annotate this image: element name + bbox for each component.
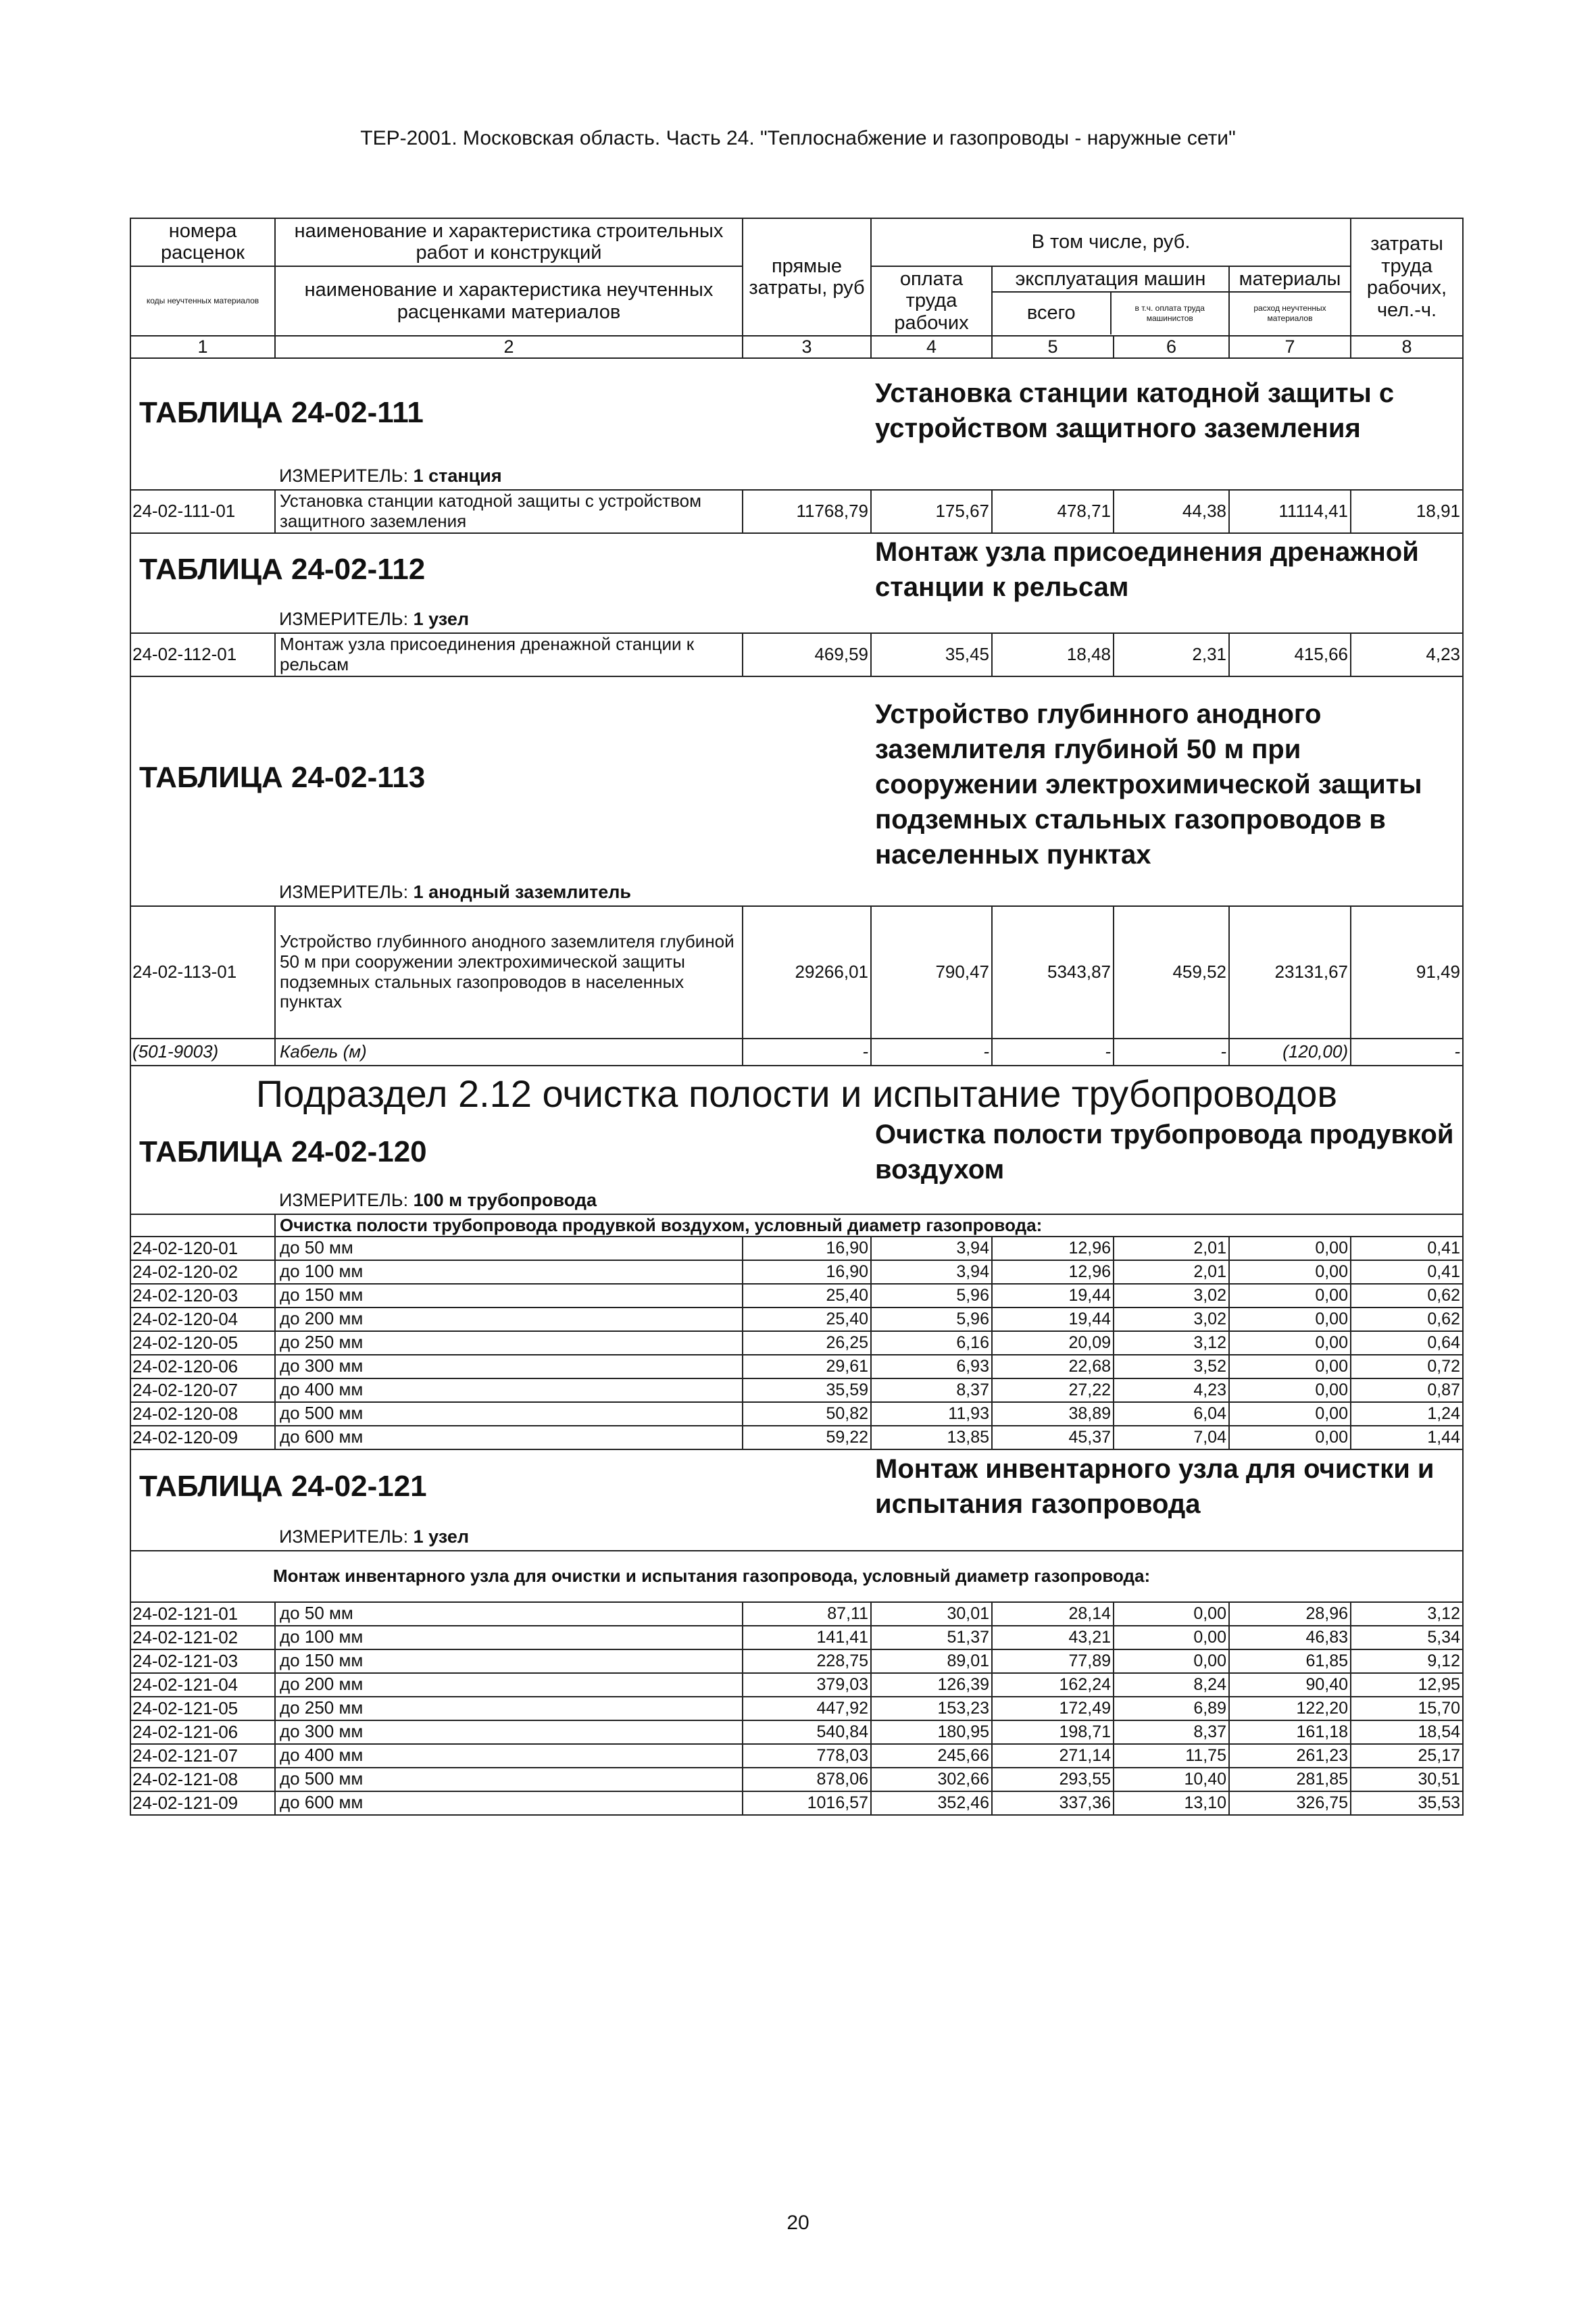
rate-description: до 250 мм	[275, 1331, 743, 1355]
table-24-02-121-rows	[130, 1602, 1463, 1815]
value-machinists: 4,23	[1114, 1378, 1229, 1402]
materials-header: материалы	[1230, 268, 1350, 292]
value-machinists: 8,37	[1114, 1720, 1229, 1744]
measure-value: 100 м трубопровода	[413, 1189, 597, 1210]
group-label: Монтаж инвентарного узла для очистки и испытания газопровода, условный диаметр газопровода:	[130, 1551, 1463, 1602]
value-direct: 29,61	[743, 1355, 871, 1378]
rate-code: 24-02-112-01	[130, 633, 275, 676]
value-direct: 59,22	[743, 1426, 871, 1449]
col1-header-top: номера расценок	[130, 218, 275, 266]
value-materials: 281,85	[1229, 1768, 1351, 1791]
value-labor: 302,66	[871, 1768, 992, 1791]
col5-group-header	[992, 266, 1229, 336]
value-machinists: 11,75	[1114, 1744, 1229, 1768]
value-materials: 0,00	[1229, 1284, 1351, 1308]
value-materials: 0,00	[1229, 1308, 1351, 1331]
value-materials: 46,83	[1229, 1626, 1351, 1649]
value-labor-hours: 0,87	[1351, 1378, 1463, 1402]
rate-description: до 200 мм	[275, 1673, 743, 1697]
col8-header: затраты труда рабочих, чел.-ч.	[1351, 218, 1463, 336]
value-machinists: 13,10	[1114, 1791, 1229, 1815]
table-row	[130, 1768, 1463, 1791]
table-row	[130, 1402, 1463, 1426]
value-machines: 20,09	[992, 1331, 1114, 1355]
rate-code: 24-02-120-05	[130, 1331, 275, 1355]
value-labor: 8,37	[871, 1378, 992, 1402]
col1-header-bottom: коды неучтенных материалов	[130, 266, 275, 336]
rate-code: 24-02-120-09	[130, 1426, 275, 1449]
value-labor-hours: 91,49	[1351, 906, 1463, 1039]
value-direct: 16,90	[743, 1237, 871, 1260]
rate-description: до 400 мм	[275, 1744, 743, 1768]
value-machinists: 3,12	[1114, 1331, 1229, 1355]
rate-code: 24-02-120-02	[130, 1260, 275, 1284]
value-machines: 38,89	[992, 1402, 1114, 1426]
value-machines: 5343,87	[992, 906, 1114, 1039]
rate-code: 24-02-121-02	[130, 1626, 275, 1649]
value-machinists: 0,00	[1114, 1602, 1229, 1626]
value-labor: 6,16	[871, 1331, 992, 1355]
table-name: ТАБЛИЦА 24-02-112	[130, 533, 871, 606]
value-labor: 5,96	[871, 1308, 992, 1331]
table-row	[130, 1426, 1463, 1449]
rate-description: до 200 мм	[275, 1308, 743, 1331]
value-machinists: 2,31	[1114, 633, 1229, 676]
value-machines: 19,44	[992, 1308, 1114, 1331]
col7-header: расход неучтенных материалов	[1253, 303, 1326, 323]
measure-line	[275, 879, 1463, 906]
value-machines: 271,14	[992, 1744, 1114, 1768]
value-labor: 175,67	[871, 490, 992, 533]
value-labor-hours: 25,17	[1351, 1744, 1463, 1768]
rate-description: до 150 мм	[275, 1649, 743, 1673]
rate-description: до 300 мм	[275, 1720, 743, 1744]
table-row	[130, 1355, 1463, 1378]
column-header	[130, 218, 1463, 358]
rate-description: до 500 мм	[275, 1402, 743, 1426]
table-name: ТАБЛИЦА 24-02-111	[130, 358, 871, 463]
value-labor: 35,45	[871, 633, 992, 676]
value-machines: 12,96	[992, 1237, 1114, 1260]
value-labor: 11,93	[871, 1402, 992, 1426]
rate-description: Установка станции катодной защиты с устройством защитного заземления	[275, 490, 743, 533]
table-row	[130, 1284, 1463, 1308]
rate-code: 24-02-121-08	[130, 1768, 275, 1791]
rate-code: 24-02-120-01	[130, 1237, 275, 1260]
value-materials: 161,18	[1229, 1720, 1351, 1744]
colnum-1: 1	[130, 336, 275, 357]
value-machines: 18,48	[992, 633, 1114, 676]
measure-value: 1 анодный заземлитель	[413, 881, 632, 902]
table-row	[130, 1744, 1463, 1768]
page-header: ТЕР-2001. Московская область. Часть 24. "Теплоснабжение и газопроводы - наружные сети"	[360, 127, 1236, 149]
value-machines: 27,22	[992, 1378, 1114, 1402]
value-materials: 0,00	[1229, 1331, 1351, 1355]
rate-code: 24-02-120-06	[130, 1355, 275, 1378]
value-direct: 87,11	[743, 1602, 871, 1626]
group-row	[130, 1551, 1463, 1602]
value-machines: 22,68	[992, 1355, 1114, 1378]
value-direct: 778,03	[743, 1744, 871, 1768]
value-machines: 12,96	[992, 1260, 1114, 1284]
table-name: ТАБЛИЦА 24-02-121	[130, 1449, 871, 1524]
rate-code: 24-02-121-03	[130, 1649, 275, 1673]
machines-header: эксплуатация машин	[993, 268, 1228, 292]
colnum-4: 4	[871, 336, 992, 357]
rate-code: 24-02-121-09	[130, 1791, 275, 1815]
value-labor: 790,47	[871, 906, 992, 1039]
table-title: Установка станции катодной защиты с устройством защитного заземления	[871, 358, 1463, 463]
value-labor-hours: -	[1351, 1039, 1463, 1066]
table-row	[130, 1673, 1463, 1697]
table-row	[130, 1626, 1463, 1649]
measure-label: ИЗМЕРИТЕЛЬ:	[279, 881, 409, 902]
table-row	[130, 1237, 1463, 1260]
rate-code: 24-02-120-07	[130, 1378, 275, 1402]
rate-description: до 400 мм	[275, 1378, 743, 1402]
value-machinists: 6,04	[1114, 1402, 1229, 1426]
table-24-02-112	[130, 533, 1463, 676]
value-machinists: 44,38	[1114, 490, 1229, 533]
value-materials: 0,00	[1229, 1402, 1351, 1426]
material-row	[130, 1039, 1463, 1066]
value-labor-hours: 0,64	[1351, 1331, 1463, 1355]
rate-code: 24-02-120-08	[130, 1402, 275, 1426]
value-materials: 0,00	[1229, 1426, 1351, 1449]
col5-header: всего	[993, 292, 1111, 334]
table-title: Очистка полости трубопровода продувкой воздухом	[871, 1117, 1463, 1187]
measure-line	[275, 463, 1463, 490]
value-labor: 89,01	[871, 1649, 992, 1673]
rate-description: до 600 мм	[275, 1426, 743, 1449]
group-label: Очистка полости трубопровода продувкой воздухом, условный диаметр газопровода:	[275, 1214, 1463, 1237]
col7-group-header	[1229, 266, 1351, 336]
table-name: ТАБЛИЦА 24-02-113	[130, 676, 871, 879]
table-title: Монтаж узла присоединения дренажной станции к рельсам	[871, 533, 1463, 606]
table-24-02-111	[130, 358, 1463, 533]
measure-value: 1 станция	[413, 465, 502, 486]
rate-description: до 100 мм	[275, 1626, 743, 1649]
rate-code: 24-02-121-04	[130, 1673, 275, 1697]
table-row	[130, 1649, 1463, 1673]
rate-description: до 50 мм	[275, 1602, 743, 1626]
value-labor-hours: 12,95	[1351, 1673, 1463, 1697]
value-materials: 28,96	[1229, 1602, 1351, 1626]
value-machinists: 3,52	[1114, 1355, 1229, 1378]
value-direct: 1016,57	[743, 1791, 871, 1815]
value-materials: 0,00	[1229, 1237, 1351, 1260]
value-machines: 19,44	[992, 1284, 1114, 1308]
rate-code: 24-02-120-04	[130, 1308, 275, 1331]
rate-code: 24-02-120-03	[130, 1284, 275, 1308]
subsection-title: Подраздел 2.12 очистка полости и испытание трубопроводов	[130, 1066, 1463, 1117]
rate-description: до 150 мм	[275, 1284, 743, 1308]
value-machinists: 7,04	[1114, 1426, 1229, 1449]
material-code: (501-9003)	[130, 1039, 275, 1066]
value-materials: 0,00	[1229, 1355, 1351, 1378]
value-labor: 6,93	[871, 1355, 992, 1378]
value-machinists: 0,00	[1114, 1649, 1229, 1673]
value-labor-hours: 5,34	[1351, 1626, 1463, 1649]
col2-header-bottom: наименование и характеристика неучтенных расценками материалов	[275, 266, 743, 336]
value-direct: 141,41	[743, 1626, 871, 1649]
col2-header-top: наименование и характеристика строительных работ и конструкций	[275, 218, 743, 266]
subsection	[130, 1066, 1463, 1117]
value-materials: 122,20	[1229, 1697, 1351, 1720]
table-24-02-113	[130, 676, 1463, 1066]
value-materials: 11114,41	[1229, 490, 1351, 533]
value-labor: 245,66	[871, 1744, 992, 1768]
value-labor: 13,85	[871, 1426, 992, 1449]
rate-code: 24-02-113-01	[130, 906, 275, 1039]
value-direct: 540,84	[743, 1720, 871, 1744]
col3-header: прямые затраты, руб	[743, 218, 871, 336]
value-materials: 61,85	[1229, 1649, 1351, 1673]
value-materials: (120,00)	[1229, 1039, 1351, 1066]
rate-description: до 600 мм	[275, 1791, 743, 1815]
value-direct: 11768,79	[743, 490, 871, 533]
rate-description: до 100 мм	[275, 1260, 743, 1284]
value-machines: 43,21	[992, 1626, 1114, 1649]
value-labor-hours: 0,62	[1351, 1284, 1463, 1308]
table-row	[130, 490, 1463, 533]
value-labor-hours: 30,51	[1351, 1768, 1463, 1791]
value-direct: 878,06	[743, 1768, 871, 1791]
value-machinists: 10,40	[1114, 1768, 1229, 1791]
measure-label: ИЗМЕРИТЕЛЬ:	[279, 1189, 409, 1210]
measure-label: ИЗМЕРИТЕЛЬ:	[279, 1526, 409, 1547]
value-materials: 415,66	[1229, 633, 1351, 676]
table-row	[130, 906, 1463, 1039]
value-labor: 153,23	[871, 1697, 992, 1720]
value-machines: 337,36	[992, 1791, 1114, 1815]
colnum-5: 5	[992, 336, 1114, 357]
table-row	[130, 1697, 1463, 1720]
value-machinists: -	[1114, 1039, 1229, 1066]
value-machinists: 2,01	[1114, 1260, 1229, 1284]
value-labor: -	[871, 1039, 992, 1066]
rate-code: 24-02-121-05	[130, 1697, 275, 1720]
value-labor: 352,46	[871, 1791, 992, 1815]
value-materials: 0,00	[1229, 1378, 1351, 1402]
value-machinists: 3,02	[1114, 1284, 1229, 1308]
value-labor: 180,95	[871, 1720, 992, 1744]
table-24-02-121	[130, 1449, 1463, 1602]
value-labor: 5,96	[871, 1284, 992, 1308]
value-labor-hours: 4,23	[1351, 633, 1463, 676]
colnum-2: 2	[275, 336, 743, 357]
value-labor-hours: 18,91	[1351, 490, 1463, 533]
value-machines: 198,71	[992, 1720, 1114, 1744]
table-row	[130, 1378, 1463, 1402]
value-machinists: 6,89	[1114, 1697, 1229, 1720]
value-machines: 293,55	[992, 1768, 1114, 1791]
page-number: 20	[787, 2212, 809, 2234]
value-direct: 35,59	[743, 1378, 871, 1402]
value-machines: 77,89	[992, 1649, 1114, 1673]
value-machines: 478,71	[992, 490, 1114, 533]
measure-value: 1 узел	[413, 1526, 470, 1547]
value-machinists: 0,00	[1114, 1626, 1229, 1649]
colnum-6: 6	[1114, 336, 1229, 357]
group-row	[130, 1214, 1463, 1237]
value-labor: 30,01	[871, 1602, 992, 1626]
value-direct: 25,40	[743, 1284, 871, 1308]
value-materials: 90,40	[1229, 1673, 1351, 1697]
value-materials: 261,23	[1229, 1744, 1351, 1768]
table-row	[130, 1308, 1463, 1331]
value-direct: 379,03	[743, 1673, 871, 1697]
table-row	[130, 1720, 1463, 1744]
col4-header: оплата труда рабочих	[871, 266, 992, 336]
value-machines: 45,37	[992, 1426, 1114, 1449]
rate-description: до 50 мм	[275, 1237, 743, 1260]
value-labor-hours: 0,62	[1351, 1308, 1463, 1331]
table-24-02-120	[130, 1117, 1463, 1237]
value-labor-hours: 1,24	[1351, 1402, 1463, 1426]
value-machinists: 2,01	[1114, 1237, 1229, 1260]
table-row	[130, 1260, 1463, 1284]
value-direct: 26,25	[743, 1331, 871, 1355]
value-labor-hours: 1,44	[1351, 1426, 1463, 1449]
value-labor-hours: 0,41	[1351, 1260, 1463, 1284]
value-direct: 25,40	[743, 1308, 871, 1331]
colnum-8: 8	[1351, 336, 1463, 357]
measure-line	[275, 1187, 1463, 1214]
rate-description: до 500 мм	[275, 1768, 743, 1791]
value-direct: 228,75	[743, 1649, 871, 1673]
value-machinists: 3,02	[1114, 1308, 1229, 1331]
rate-description: Устройство глубинного анодного заземлителя глубиной 50 м при сооружении электрохимической защиты подземных стальных газопроводов в населенных пунктах	[275, 906, 743, 1039]
value-machines: 28,14	[992, 1602, 1114, 1626]
table-row	[130, 1602, 1463, 1626]
rate-code: 24-02-121-01	[130, 1602, 275, 1626]
rate-description: до 300 мм	[275, 1355, 743, 1378]
rate-code: 24-02-121-07	[130, 1744, 275, 1768]
measure-label: ИЗМЕРИТЕЛЬ:	[279, 465, 409, 486]
value-labor-hours: 0,72	[1351, 1355, 1463, 1378]
value-labor-hours: 0,41	[1351, 1237, 1463, 1260]
value-machines: 162,24	[992, 1673, 1114, 1697]
measure-line	[275, 606, 1463, 633]
rate-description: Монтаж узла присоединения дренажной станции к рельсам	[275, 633, 743, 676]
value-direct: -	[743, 1039, 871, 1066]
rates-table	[130, 218, 1464, 1816]
value-direct: 469,59	[743, 633, 871, 676]
value-labor-hours: 15,70	[1351, 1697, 1463, 1720]
material-description: Кабель (м)	[275, 1039, 743, 1066]
value-machinists: 8,24	[1114, 1673, 1229, 1697]
measure-label: ИЗМЕРИТЕЛЬ:	[279, 608, 409, 629]
value-direct: 50,82	[743, 1402, 871, 1426]
table-row	[130, 633, 1463, 676]
value-materials: 326,75	[1229, 1791, 1351, 1815]
value-materials: 23131,67	[1229, 906, 1351, 1039]
value-labor: 126,39	[871, 1673, 992, 1697]
value-labor-hours: 18,54	[1351, 1720, 1463, 1744]
col6-header: в т.ч. оплата труда машинистов	[1134, 303, 1205, 323]
price-table	[130, 218, 1462, 1816]
table-24-02-120-rows	[130, 1237, 1463, 1449]
rate-code: 24-02-111-01	[130, 490, 275, 533]
value-machines: -	[992, 1039, 1114, 1066]
value-direct: 447,92	[743, 1697, 871, 1720]
colnum-7: 7	[1229, 336, 1351, 357]
table-row	[130, 1331, 1463, 1355]
value-labor-hours: 3,12	[1351, 1602, 1463, 1626]
value-machinists: 459,52	[1114, 906, 1229, 1039]
measure-line	[275, 1524, 1463, 1551]
value-machines: 172,49	[992, 1697, 1114, 1720]
value-labor-hours: 9,12	[1351, 1649, 1463, 1673]
colnum-3: 3	[743, 336, 871, 357]
table-row	[130, 1791, 1463, 1815]
measure-value: 1 узел	[413, 608, 470, 629]
table-title: Монтаж инвентарного узла для очистки и испытания газопровода	[871, 1449, 1463, 1524]
value-labor: 3,94	[871, 1260, 992, 1284]
value-labor: 51,37	[871, 1626, 992, 1649]
value-direct: 16,90	[743, 1260, 871, 1284]
table-name: ТАБЛИЦА 24-02-120	[130, 1117, 871, 1187]
table-title: Устройство глубинного анодного заземлителя глубиной 50 м при сооружении электрохимической защиты подземных стальных газопроводов в населенных пунктах	[871, 676, 1463, 879]
value-labor: 3,94	[871, 1237, 992, 1260]
rate-code: 24-02-121-06	[130, 1720, 275, 1744]
value-labor-hours: 35,53	[1351, 1791, 1463, 1815]
value-materials: 0,00	[1229, 1260, 1351, 1284]
rate-description: до 250 мм	[275, 1697, 743, 1720]
group-header: В том числе, руб.	[871, 218, 1351, 266]
value-direct: 29266,01	[743, 906, 871, 1039]
